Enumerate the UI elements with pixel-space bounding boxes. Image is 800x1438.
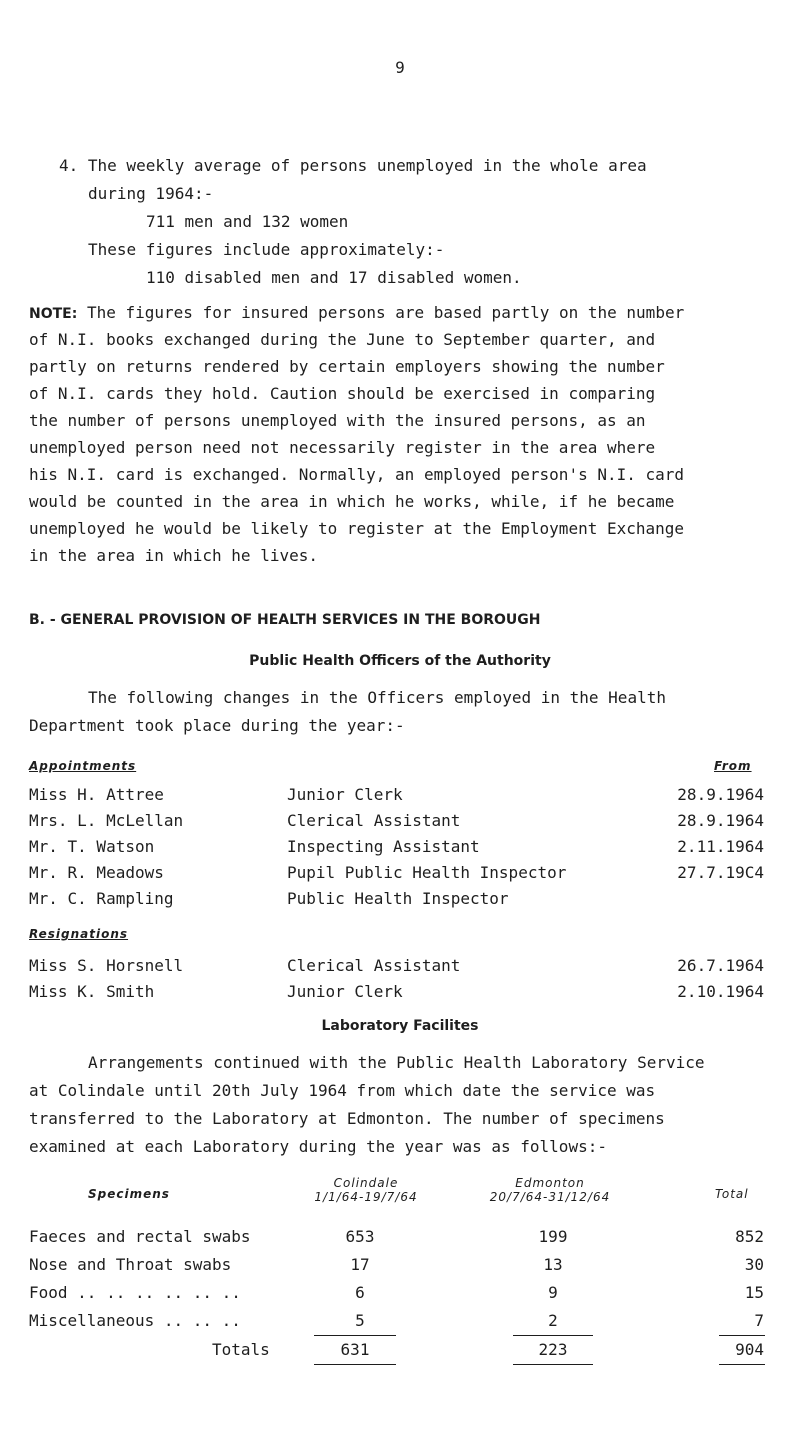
note-line-5: unemployed person need not necessarily register in the area where [29, 438, 656, 457]
totals-label: Totals [212, 1340, 270, 1359]
table-cell-total: 15 [744, 1283, 764, 1302]
page-number: 9 [395, 58, 405, 77]
table-cell-edmonton: 9 [548, 1283, 558, 1302]
note-line-6: his N.I. card is exchanged. Normally, an employed person's N.I. card [29, 465, 685, 484]
note-line-2: partly on returns rendered by certain employers showing the number [29, 357, 665, 376]
table-cell-total: 852 [735, 1227, 764, 1246]
section-b-intro-line2: Department took place during the year:- [29, 716, 405, 735]
note-line-7: would be counted in the area in which he works, while, if he became [29, 492, 675, 511]
appointment-role: Junior Clerk [287, 785, 403, 804]
appointment-date: 27.7.19C4 [677, 863, 764, 882]
note-line-4: the number of persons unemployed with the insured persons, as an [29, 411, 646, 430]
col-edmonton: Edmonton [515, 1176, 585, 1190]
resignation-role: Clerical Assistant [287, 956, 461, 975]
appointment-name: Mrs. L. McLellan [29, 811, 184, 830]
appointment-name: Mr. C. Rampling [29, 889, 174, 908]
from-heading: From [714, 759, 752, 773]
rule-edmonton-top [513, 1335, 593, 1336]
totals-colindale: 631 [340, 1340, 370, 1359]
appointments-heading: Appointments [29, 759, 137, 773]
col-edmonton-header [450, 1176, 650, 1204]
table-cell-edmonton: 199 [538, 1227, 568, 1246]
laboratory-line-3: examined at each Laboratory during the year was as follows:- [29, 1137, 607, 1156]
table-cell-edmonton: 2 [548, 1311, 558, 1330]
laboratory-line-2: transferred to the Laboratory at Edmonton. The number of specimens [29, 1109, 665, 1128]
rule-total-top [719, 1335, 765, 1336]
section-b-heading: B. - GENERAL PROVISION OF HEALTH SERVICES IN THE BOROUGH [29, 612, 541, 628]
table-row-label: Nose and Throat swabs [29, 1255, 232, 1274]
table-cell-colindale: 5 [355, 1311, 365, 1330]
appointment-name: Mr. T. Watson [29, 837, 155, 856]
laboratory-line-0: Arrangements continued with the Public Health Laboratory Service [88, 1053, 705, 1072]
col-total: Total [715, 1187, 749, 1201]
section-b-intro-line1: The following changes in the Officers employed in the Health [88, 688, 666, 707]
table-row-label: Faeces and rectal swabs [29, 1227, 251, 1246]
table-row-label: Miscellaneous .. .. .. [29, 1311, 241, 1330]
resignation-role: Junior Clerk [287, 982, 403, 1001]
totals-edmonton: 223 [538, 1340, 568, 1359]
item4-line3: 711 men and 132 women [146, 212, 349, 231]
appointment-role: Pupil Public Health Inspector [287, 863, 567, 882]
table-cell-colindale: 6 [355, 1283, 365, 1302]
appointment-role: Clerical Assistant [287, 811, 461, 830]
rule-edmonton-bottom [513, 1364, 593, 1365]
totals-total: 904 [735, 1340, 764, 1359]
col-colindale: Colindale [333, 1176, 399, 1190]
table-cell-total: 7 [754, 1311, 764, 1330]
laboratory-heading: Laboratory Facilites [321, 1018, 479, 1034]
resignation-name: Miss K. Smith [29, 982, 155, 1001]
resignation-name: Miss S. Horsnell [29, 956, 184, 975]
note-first-line [29, 303, 684, 322]
rule-colindale-bottom [314, 1364, 396, 1365]
item4-line5: 110 disabled men and 17 disabled women. [146, 268, 522, 287]
col-colindale-header [266, 1176, 466, 1204]
table-row-label: Food .. .. .. .. .. .. [29, 1283, 241, 1302]
appointment-date: 28.9.1964 [677, 811, 764, 830]
table-cell-edmonton: 13 [543, 1255, 563, 1274]
item4-line4: These figures include approximately:- [88, 240, 445, 259]
rule-total-bottom [719, 1364, 765, 1365]
resignation-date: 2.10.1964 [677, 982, 764, 1001]
col-specimens: Specimens [88, 1187, 170, 1201]
resignations-heading: Resignations [29, 927, 129, 941]
note-line-1: of N.I. books exchanged during the June to September quarter, and [29, 330, 656, 349]
appointment-name: Miss H. Attree [29, 785, 164, 804]
appointment-role: Public Health Inspector [287, 889, 509, 908]
appointment-date: 2.11.1964 [677, 837, 764, 856]
item4-line1: 4. The weekly average of persons unemployed in the whole area [59, 156, 647, 175]
laboratory-line-1: at Colindale until 20th July 1964 from which date the service was [29, 1081, 656, 1100]
col-colindale-dates: 1/1/64-19/7/64 [314, 1190, 418, 1204]
resignation-date: 26.7.1964 [677, 956, 764, 975]
section-b-subheading: Public Health Officers of the Authority [249, 653, 551, 669]
note-line-3: of N.I. cards they hold. Caution should be exercised in comparing [29, 384, 656, 403]
note-line-0: The figures for insured persons are based partly on the number [77, 303, 685, 322]
appointment-date: 28.9.1964 [677, 785, 764, 804]
appointment-role: Inspecting Assistant [287, 837, 480, 856]
item4-line2: during 1964:- [88, 184, 214, 203]
appointment-name: Mr. R. Meadows [29, 863, 164, 882]
col-edmonton-dates: 20/7/64-31/12/64 [489, 1190, 611, 1204]
rule-colindale-top [314, 1335, 396, 1336]
note-line-8: unemployed he would be likely to register at the Employment Exchange [29, 519, 685, 538]
note-label: NOTE: [29, 306, 78, 322]
table-cell-colindale: 17 [350, 1255, 370, 1274]
note-line-9: in the area in which he lives. [29, 546, 318, 565]
table-cell-total: 30 [744, 1255, 764, 1274]
table-cell-colindale: 653 [345, 1227, 375, 1246]
